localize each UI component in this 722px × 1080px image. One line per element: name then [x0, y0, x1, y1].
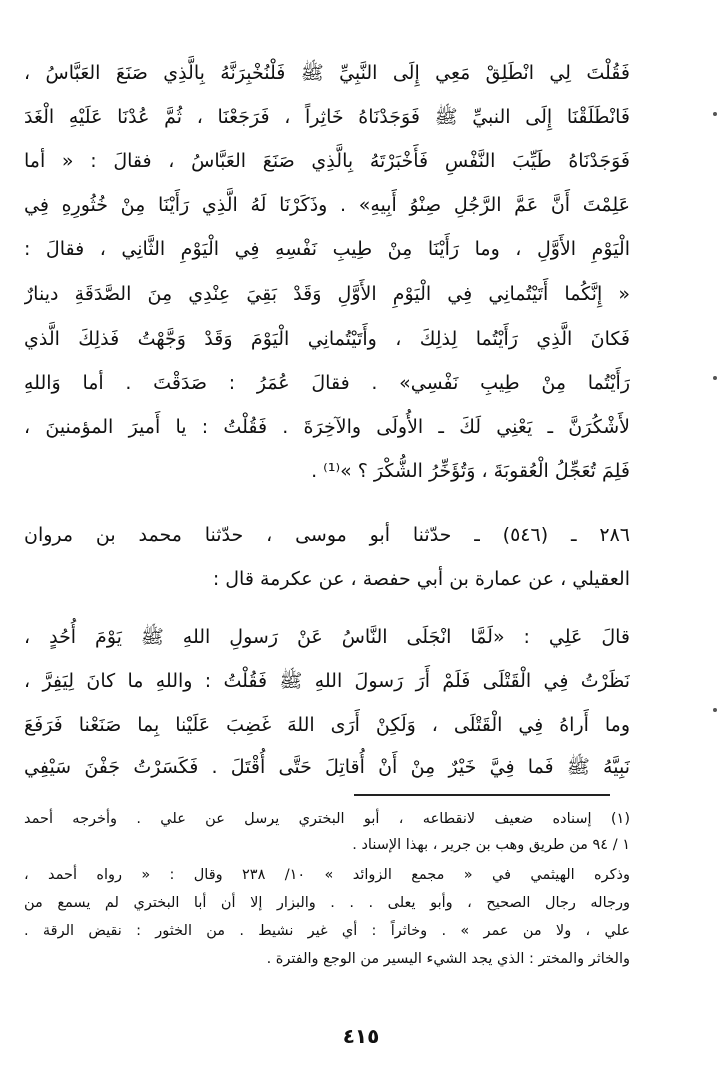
page-number: ٤١٥	[342, 1024, 380, 1048]
hadith-header-line-2: العقيلي ، عن عمارة بن أبي حفصة ، عن عكرمة قال :	[212, 568, 630, 590]
footnote-line-2: ١ / ٩٤ من طريق وهب بن جرير ، بهذا الإسناد .	[352, 837, 630, 853]
hadith-text-line-2: نَظَرْتُ فِي الْقَتْلَى فَلَمْ أَرَ رَسولَ اللهِ ﷺ فَقُلْتُ : واللهِ ما كانَ لِيَفِرَّ ،	[24, 670, 630, 692]
footnote-line-4: ورجاله رجال الصحيح ، وأبو يعلى . . . والبزار إلا أن أبا البختري لم يسمع من	[24, 895, 630, 911]
main-text-line-4: عَلِمْتَ أَنَّ عَمَّ الرَّجُلِ صِنْوُ أَبِيهِ» . وذَكَرْنَا لَهُ الَّذِي رَأَيْنَا مِنْ خُثُورِهِ فِي	[24, 194, 630, 216]
scan-mark	[713, 376, 717, 380]
scan-mark	[713, 708, 717, 712]
hadith-text-line-4: نَبِيَّهُ ﷺ فَما فِيَّ خَيْرٌ مِنْ أَنْ أُقاتِلَ حَتَّى أُقْتَلَ . فَكَسَرْتُ جَفْنَ سَيْفِي	[24, 756, 630, 778]
main-text-line-2: فَانْطَلَقْنَا إِلَى النبيِّ ﷺ فَوَجَدْنَاهُ خَاثِراً ، فَرَجَعْنَا ، ثُمَّ عُدْنَا عَلَيْهِ الْغَدَ	[24, 106, 630, 128]
main-text-line-9: لأَشْكُرَنَّ ـ يَعْنِي لَكَ ـ الأُولَى والآخِرَةَ . فَقُلْتُ : يا أَميرَ المؤمنينَ ،	[24, 416, 630, 438]
hadith-text-line-1: قالَ عَلِي : «لَمَّا انْجَلَى النَّاسُ عَنْ رَسولِ اللهِ ﷺ يَوْمَ أُحُدٍ ،	[24, 626, 630, 648]
hadith-text-line-3: وما أَراهُ فِي الْقَتْلَى ، وَلَكِنْ أَرَى اللهَ غَضِبَ عَلَيْنا بِما صَنَعْنا فَرَفَعَ	[24, 714, 630, 736]
footnote-line-5: علي ، ولا من عمر » . وخاثراً : أي غير نشيط . من الخثور : نقيض الرقة .	[24, 923, 630, 939]
main-text-line-6: « إِنَّكُما أَتَيْتُمانِي فِي الْيَوْمِ الأَوَّلِ وَقَدْ بَقِيَ عِنْدِي مِنَ الصَّدَقَةِ دينارٌ	[24, 283, 630, 305]
footnote-line-3: وذكره الهيثمي في « مجمع الزوائد » ١٠/ ٢٣٨ وقال : « رواه أحمد ،	[24, 867, 630, 883]
footnote-line-6: والخاثر والمختر : الذي يجد الشيء اليسير من الوجع والفترة .	[266, 951, 630, 967]
footnote-line-1: (١) إسناده ضعيف لانقطاعه ، أبو البختري يرسل عن علي . وأخرجه أحمد	[24, 811, 630, 827]
main-text-line-3: فَوَجَدْنَاهُ طَيِّبَ النَّفْسِ فَأَخْبَرْتَهُ بِالَّذِي صَنَعَ العَبَّاسُ ، فقالَ : « أما	[24, 150, 630, 172]
main-text-line-1: فَقُلْتَ لِي انْطَلِقْ مَعِي إِلَى النَّبِيِّ ﷺ فَلْنُخْبِرَنَّهُ بِالَّذِي صَنَعَ العَبَّاسُ ،	[24, 62, 630, 84]
footnote-separator	[354, 794, 610, 796]
main-text-line-7: فَكانَ الَّذِي رَأَيْتُما لِذلِكَ ، وأَتَيْتُمانِي الْيَوْمَ وَقَدْ وَجَّهْتُ فَذلِكَ الَّذي	[24, 328, 630, 350]
main-text-line-5: الْيَوْمِ الأَوَّلِ ، وما رَأَيْنَا مِنْ طِيبِ نَفْسِهِ فِي الْيَوْمِ الثَّانِي ، فقالَ :	[24, 238, 630, 260]
main-text-line-10: فَلِمَ تُعَجِّلُ الْعُقوبَةَ ، وَتُؤَخِّرُ الشُّكْرَ ؟ »⁽¹⁾ .	[311, 460, 630, 482]
scan-mark	[713, 112, 717, 116]
main-text-line-8: رَأَيْتُما مِنْ طِيبِ نَفْسِي» . فقالَ عُمَرُ : صَدَقْتَ . أما وَاللهِ	[24, 372, 630, 394]
hadith-header-line-1: ٢٨٦ ـ (٥٤٦) ـ حدّثنا أبو موسى ، حدّثنا محمد بن مروان	[24, 524, 630, 546]
